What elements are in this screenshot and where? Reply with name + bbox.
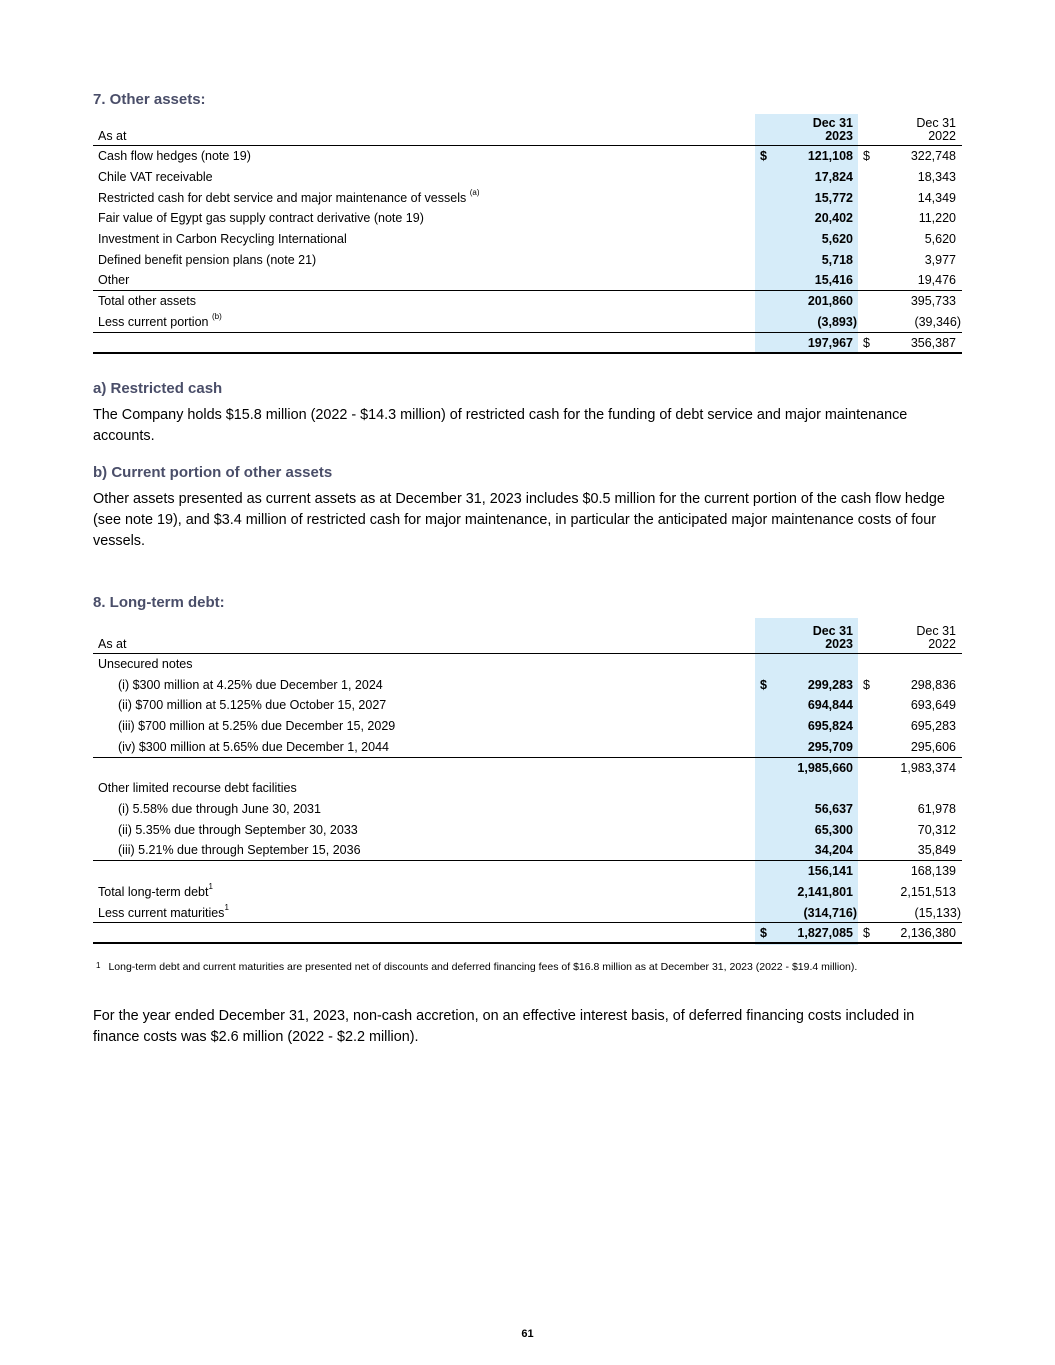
table-row: Unsecured notes: [98, 657, 193, 671]
accretion-text: For the year ended December 31, 2023, non-cash accretion, on an effective interest basis, of deferred financing costs included in finance costs was $2.6 million (2022 - $2.2 million).: [93, 1008, 915, 1045]
table-row: (iii) $700 million at 5.25% due December 15, 2029 695,824 695,283: [118, 719, 956, 733]
table-row: Cash flow hedges (note 19) $ 121,108 $ 322,748: [98, 149, 956, 163]
table-row-total: $ 1,827,085 $ 2,136,380: [760, 926, 956, 940]
table-row: Restricted cash for debt service and major maintenance of vessels $^{(a)}$ 15,772 14,349: [98, 188, 956, 205]
table-row-subtotal: 1,985,660 1,983,374: [797, 761, 956, 775]
double-rule: [93, 942, 962, 944]
table-row: Total long-term debt$^1$ 2,141,801 2,151,513: [98, 882, 956, 899]
other-assets-table: [93, 114, 962, 354]
as-at-label: As at: [98, 637, 127, 651]
table-row: Less current portion $^{(b)}$ (3,893) (39,346): [98, 312, 961, 329]
table-row: (ii) $700 million at 5.125% due October 15, 2027 694,844 693,649: [118, 698, 956, 712]
table-row: (i) 5.58% due through June 30, 2031 56,637 61,978: [118, 802, 956, 816]
double-rule: [93, 352, 962, 354]
table-row: (i) $300 million at 4.25% due December 1, 2024 $ 299,283 $ 298,836: [118, 678, 956, 692]
section-7-title: 7. Other assets:: [93, 91, 206, 108]
restricted-cash-text: The Company holds $15.8 million (2022 - $14.3 million) of restricted cash for the funding of debt service and major maintenance accounts.: [93, 407, 908, 444]
col-2023-header: Dec 31 2023: [812, 624, 853, 651]
table-row: Other 15,416 19,476: [98, 273, 956, 287]
table-row: Total other assets 201,860 395,733: [98, 294, 956, 308]
table-row: (iii) 5.21% due through September 15, 2036 34,204 35,849: [118, 843, 956, 857]
table-row-total: 197,967 $ 356,387: [807, 336, 956, 350]
table-row: Chile VAT receivable 17,824 18,343: [98, 170, 956, 184]
as-at-label: As at: [98, 129, 127, 143]
table-row: Investment in Carbon Recycling International 5,620 5,620: [98, 232, 956, 246]
table-row: (iv) $300 million at 5.65% due December 1, 2044 295,709 295,606: [118, 740, 956, 754]
section-8-title: 8. Long-term debt:: [93, 594, 225, 611]
table-row: Fair value of Egypt gas supply contract derivative (note 19) 20,402 11,220: [98, 211, 956, 225]
current-portion-text: Other assets presented as current assets as at December 31, 2023 includes $0.5 million for the current portion of the cash flow hedge (see note 19), and $3.4 million of restricted cash for major maintenance, in particular the anticipated major maintenance costs of four vessels.: [93, 491, 945, 549]
table-row: Other limited recourse debt facilities: [98, 781, 297, 795]
table-row: (ii) 5.35% due through September 30, 2033 65,300 70,312: [118, 823, 956, 837]
current-portion-title: b) Current portion of other assets: [93, 464, 333, 481]
col-2022-header: Dec 31 2022: [916, 116, 956, 143]
table-row-subtotal: 156,141 168,139: [807, 864, 956, 878]
col-2022-header: Dec 31 2022: [916, 624, 956, 651]
table-row: Defined benefit pension plans (note 21) 5,718 3,977: [98, 253, 956, 267]
page-number: 61: [521, 1328, 534, 1340]
table-row: Less current maturities$^1$ (314,716) (15,133): [98, 903, 961, 920]
restricted-cash-title: a) Restricted cash: [93, 380, 223, 397]
col-2023-header: Dec 31 2023: [812, 116, 853, 143]
long-term-debt-table: [93, 618, 962, 945]
footnote: $^1$ Long-term debt and current maturities are presented net of discounts and deferred financing fees of $16.8 million as at December 31, 2023 (2022 - $19.4 million).: [96, 961, 858, 973]
